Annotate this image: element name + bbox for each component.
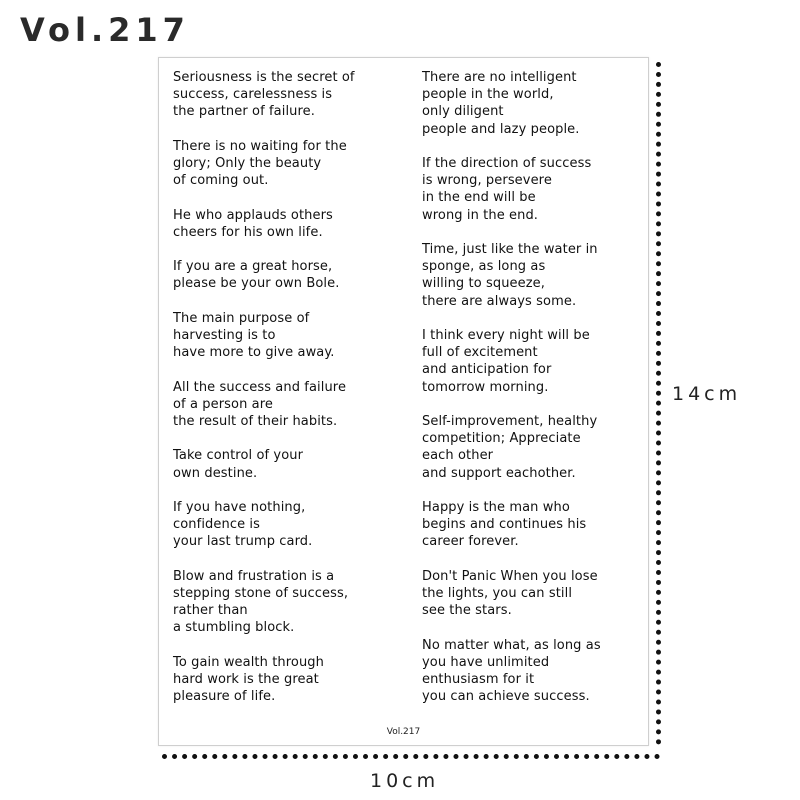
quote-text: The main purpose of harvesting is to have more to give away. bbox=[173, 310, 335, 361]
sticker-sheet bbox=[158, 57, 649, 746]
quote-text: Time, just like the water in sponge, as long as willing to squeeze, there are always some. bbox=[422, 242, 598, 309]
quote-text: Self-improvement, healthy competition; Appreciate each other and support eachother. bbox=[422, 414, 598, 481]
quote-text: There are no intelligent people in the world, only diligent people and lazy people. bbox=[422, 70, 580, 137]
volume-title: Vol.217 bbox=[20, 11, 190, 49]
height-dimension-label: 14cm bbox=[672, 383, 742, 405]
quote-text: Blow and frustration is a stepping stone of success, rather than a stumbling block. bbox=[173, 568, 349, 636]
height-dimension-line bbox=[656, 62, 661, 745]
quote-text: He who applauds others cheers for his own life. bbox=[173, 207, 333, 240]
quote-text: Take control of your own destine. bbox=[173, 448, 304, 481]
quote-column-right bbox=[422, 69, 658, 723]
quote-text: If you are a great horse, please be your own Bole. bbox=[173, 259, 340, 292]
width-dimension-label: 10cm bbox=[370, 770, 440, 792]
sheet-footer-label: Vol.217 bbox=[386, 727, 421, 737]
quote-text: Don't Panic When you lose the lights, you can still see the stars. bbox=[422, 568, 598, 619]
quote-text: There is no waiting for the glory; Only the beauty of coming out. bbox=[173, 138, 347, 189]
quote-text: No matter what, as long as you have unlimited enthusiasm for it you can achieve success. bbox=[422, 637, 601, 705]
quote-text: Happy is the man who begins and continues his career forever. bbox=[422, 500, 587, 550]
quote-text: I think every night will be full of excitement and anticipation for tomorrow morning. bbox=[422, 328, 590, 395]
width-dimension-line bbox=[162, 754, 660, 759]
quote-column-left bbox=[173, 69, 409, 723]
quote-text: To gain wealth through hard work is the great pleasure of life. bbox=[173, 654, 324, 705]
quote-text: If you have nothing, confidence is your last trump card. bbox=[173, 499, 313, 550]
quote-text: If the direction of success is wrong, persevere in the end will be wrong in the end. bbox=[422, 156, 592, 223]
quote-text: Seriousness is the secret of success, carelessness is the partner of failure. bbox=[173, 70, 355, 120]
quote-text: All the success and failure of a person are the result of their habits. bbox=[173, 379, 347, 429]
